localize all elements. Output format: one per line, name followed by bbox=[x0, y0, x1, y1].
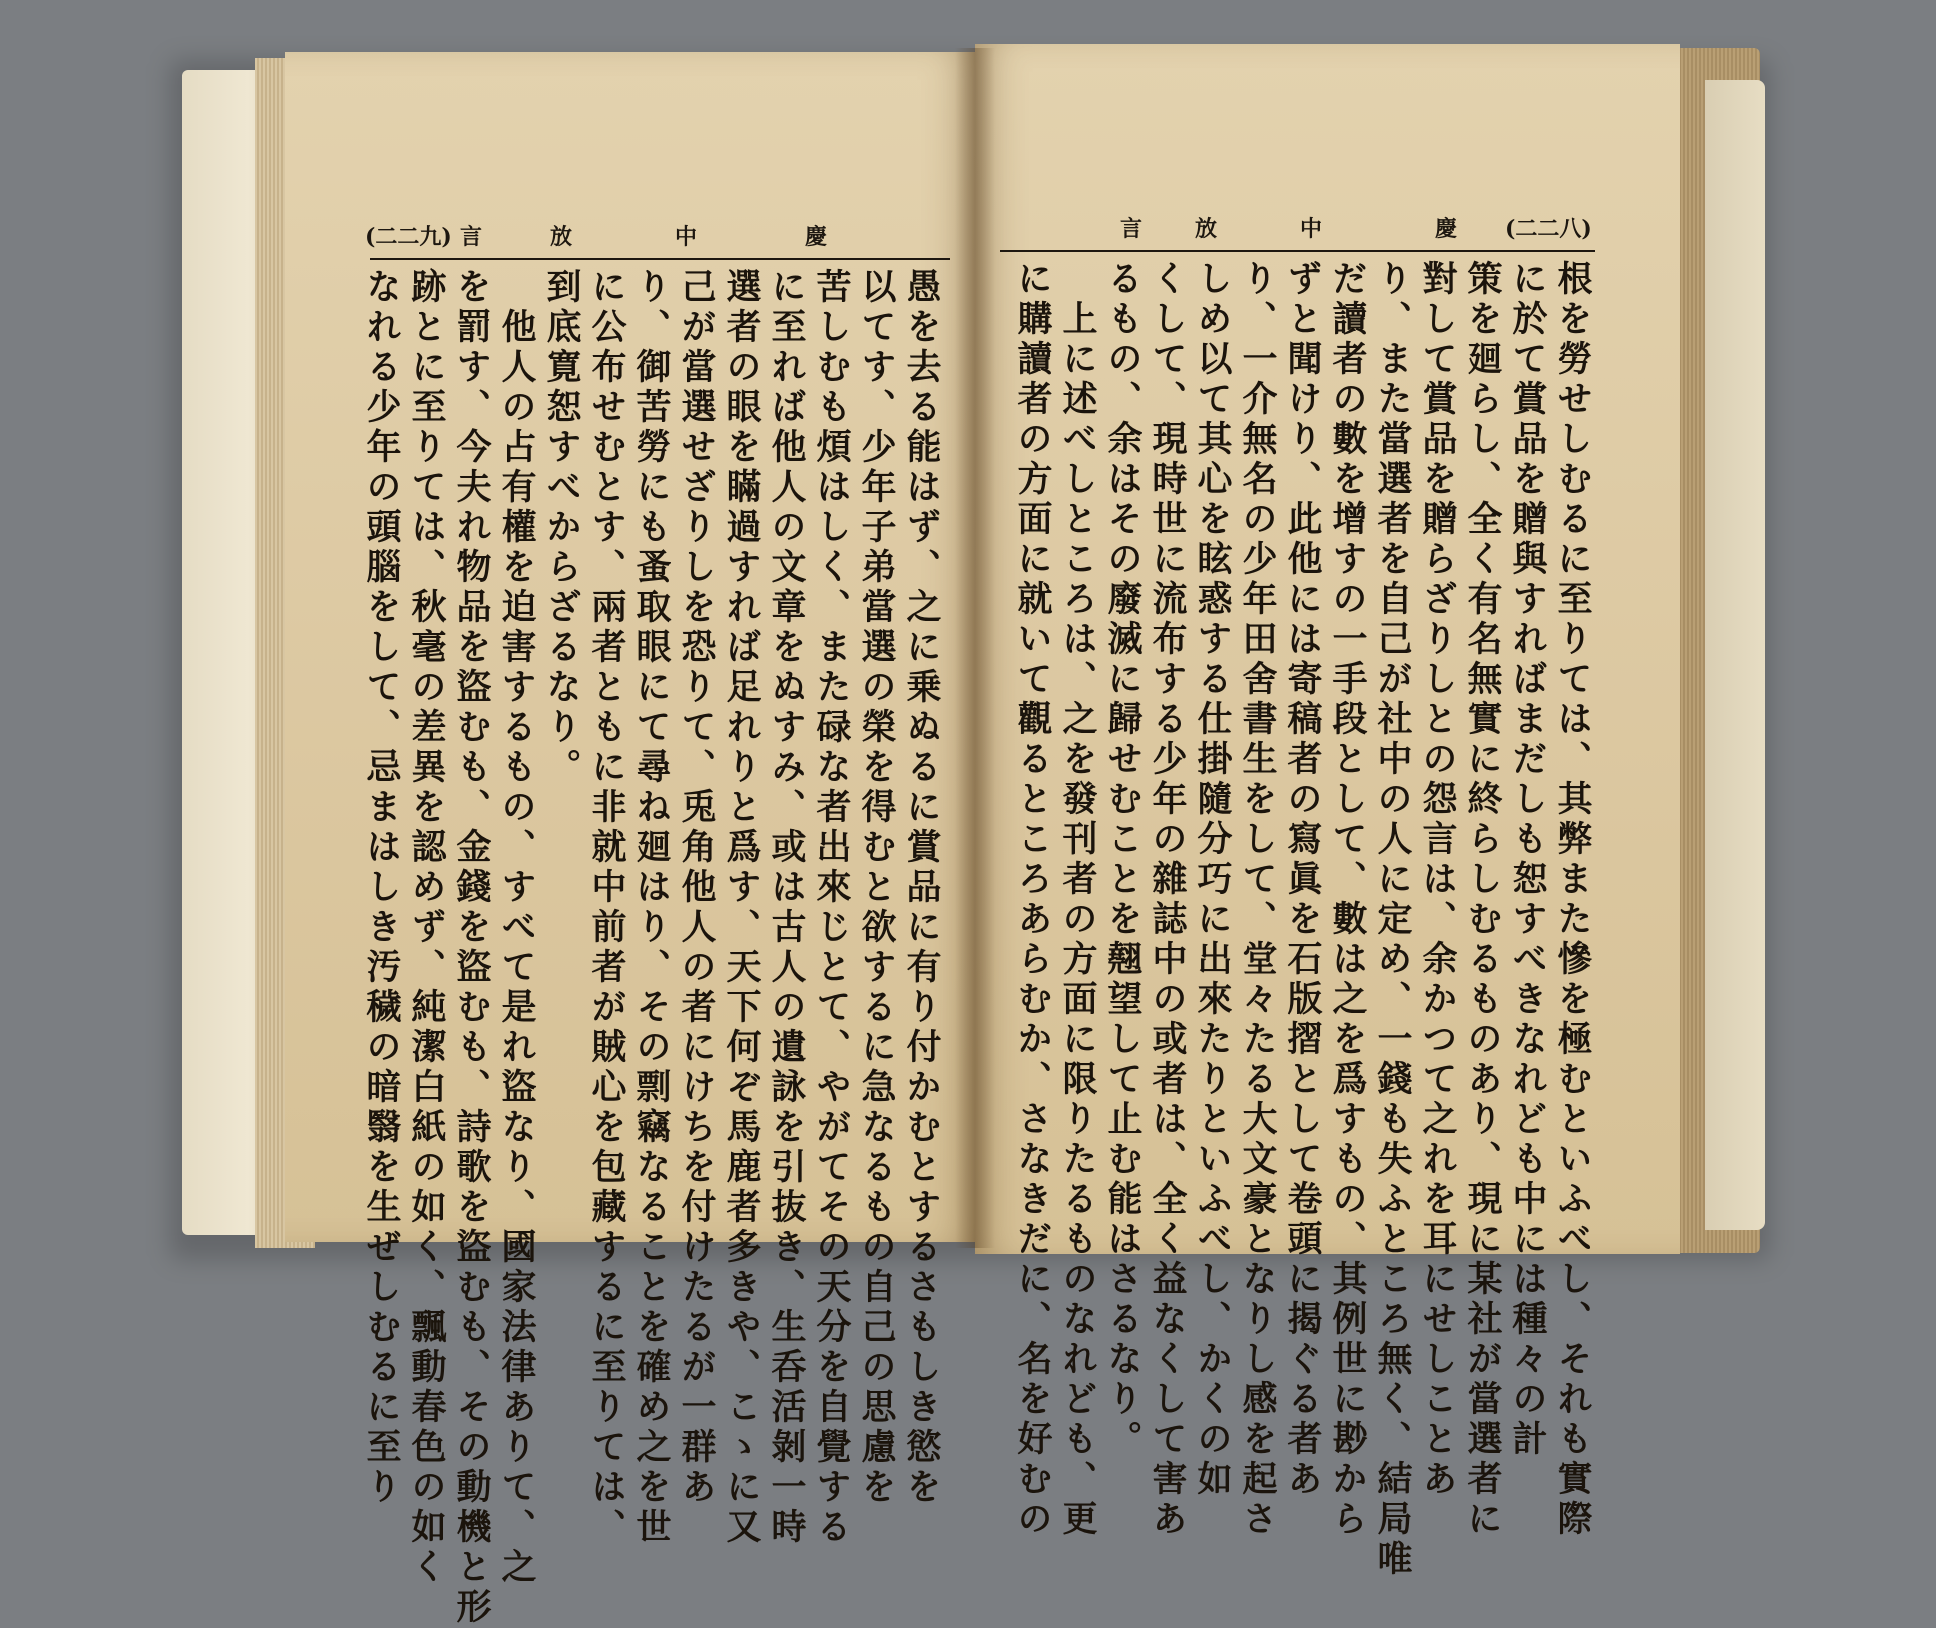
left-col-2: 以てす、少年子弟當選の榮を得むと欲するに急なるもの自己の思慮を bbox=[856, 268, 897, 1508]
left-header-char-1: 慶 bbox=[805, 224, 828, 250]
right-header-rule bbox=[1000, 250, 1595, 252]
right-col-9: しめ以て其心を眩惑する仕掛隨分巧に出來たりといふべし、かくの如 bbox=[1192, 260, 1233, 1500]
right-col-4: 對して賞品を贈らざりしとの怨言は、余かつて之れを耳にせしことあ bbox=[1417, 260, 1458, 1500]
right-col-5: り、また當選者を自己が社中の人に定め、一錢も失ふところ無く、結局唯 bbox=[1372, 260, 1413, 1580]
right-running-header bbox=[1000, 212, 1600, 246]
right-col-7: ずと聞けり、此他には寄稿者の寫眞を石版摺として卷頭に揭ぐる者あ bbox=[1282, 260, 1323, 1500]
left-col-12: 跡とに至りては、秋毫の差異を認めず、純潔白紙の如く、飄動春色の如く bbox=[406, 268, 447, 1588]
left-col-4: に至れば他人の文章をぬすみ、或は古人の遺詠を引抜き、生呑活剝一時 bbox=[766, 268, 807, 1548]
right-col-6: だ讀者の數を增すの一手段として、數は之を爲すもの、其例世に尠から bbox=[1327, 260, 1368, 1540]
left-col-13: なれる少年の頭腦をして、忌まはしき汚穢の暗翳を生ぜしむるに至り bbox=[361, 268, 402, 1508]
right-header-char-2: 中 bbox=[1300, 216, 1323, 242]
left-header-rule bbox=[370, 258, 950, 260]
right-col-2: に於て賞品を贈與すればまだしも恕すべきなれども中には種々の計 bbox=[1507, 260, 1548, 1460]
right-col-8: り、一介無名の少年田舍書生をして、堂々たる大文豪となりし感を起さ bbox=[1237, 260, 1278, 1540]
right-col-10: くして、現時世に流布する少年の雜誌中の或者は、全く益なくして害あ bbox=[1147, 260, 1188, 1540]
left-col-9: 到底寛恕すべからざるなり。 bbox=[541, 268, 582, 788]
right-col-13: に購讀者の方面に就いて觀るところあらむか、さなきだに、名を好むの bbox=[1012, 260, 1053, 1540]
left-running-header bbox=[360, 220, 950, 254]
left-col-11: を罰す、今夫れ物品を盜むも、金錢を盜むも、詩歌を盜むも、その動機と形 bbox=[451, 268, 492, 1628]
right-header-char-4: 言 bbox=[1120, 216, 1143, 242]
book-gutter bbox=[955, 48, 995, 1248]
left-col-7: り、御苦勞にも蚤取眼にて尋ね廻はり、その剽竊なることを確め之を世 bbox=[631, 268, 672, 1548]
right-col-11: るもの、余はその廢滅に歸せむことを翹望して止む能はさるなり。 bbox=[1102, 260, 1143, 1460]
left-header-char-3: 放 bbox=[550, 224, 573, 250]
right-col-12: 上に述べしところは、之を發刊者の方面に限りたるものなれども、更 bbox=[1057, 260, 1098, 1540]
left-col-6: 己が當選せざりしを恐りて、兎角他人の者にけちを付けたるが一群あ bbox=[676, 268, 717, 1508]
left-col-10: 他人の占有權を迫害するもの、すべて是れ盜なり、國家法律ありて、之 bbox=[496, 268, 537, 1588]
right-header-char-3: 放 bbox=[1195, 216, 1218, 242]
left-header-char-4: 言 bbox=[460, 224, 483, 250]
right-col-1: 根を勞せしむるに至りては、其弊また慘を極むといふべし、それも實際 bbox=[1552, 260, 1593, 1540]
left-col-1: 愚を去る能はず、之に乗ぬるに賞品に有り付かむとするさもしき慾を bbox=[901, 268, 942, 1508]
right-col-3: 策を廻らし、全く有名無實に終らしむるものあり、現に某社が當選者に bbox=[1462, 260, 1503, 1540]
left-header-char-2: 中 bbox=[675, 224, 698, 250]
left-col-5: 選者の眼を瞞過すれば足れりと爲す、天下何ぞ馬鹿者多きや、こゝに又 bbox=[721, 268, 762, 1548]
right-header-char-1: 慶 bbox=[1435, 216, 1458, 242]
right-cover-board bbox=[1705, 80, 1765, 1230]
left-col-8: に公布せむとす、兩者ともに非就中前者が賊心を包藏するに至りては、 bbox=[586, 268, 627, 1548]
left-col-3: 苦しむも煩はしく、また碌な者出來じとて、やがてその天分を自覺する bbox=[811, 268, 852, 1548]
right-page-number: (二二八) bbox=[1505, 216, 1592, 242]
left-page-number: (二二九) bbox=[365, 224, 452, 250]
